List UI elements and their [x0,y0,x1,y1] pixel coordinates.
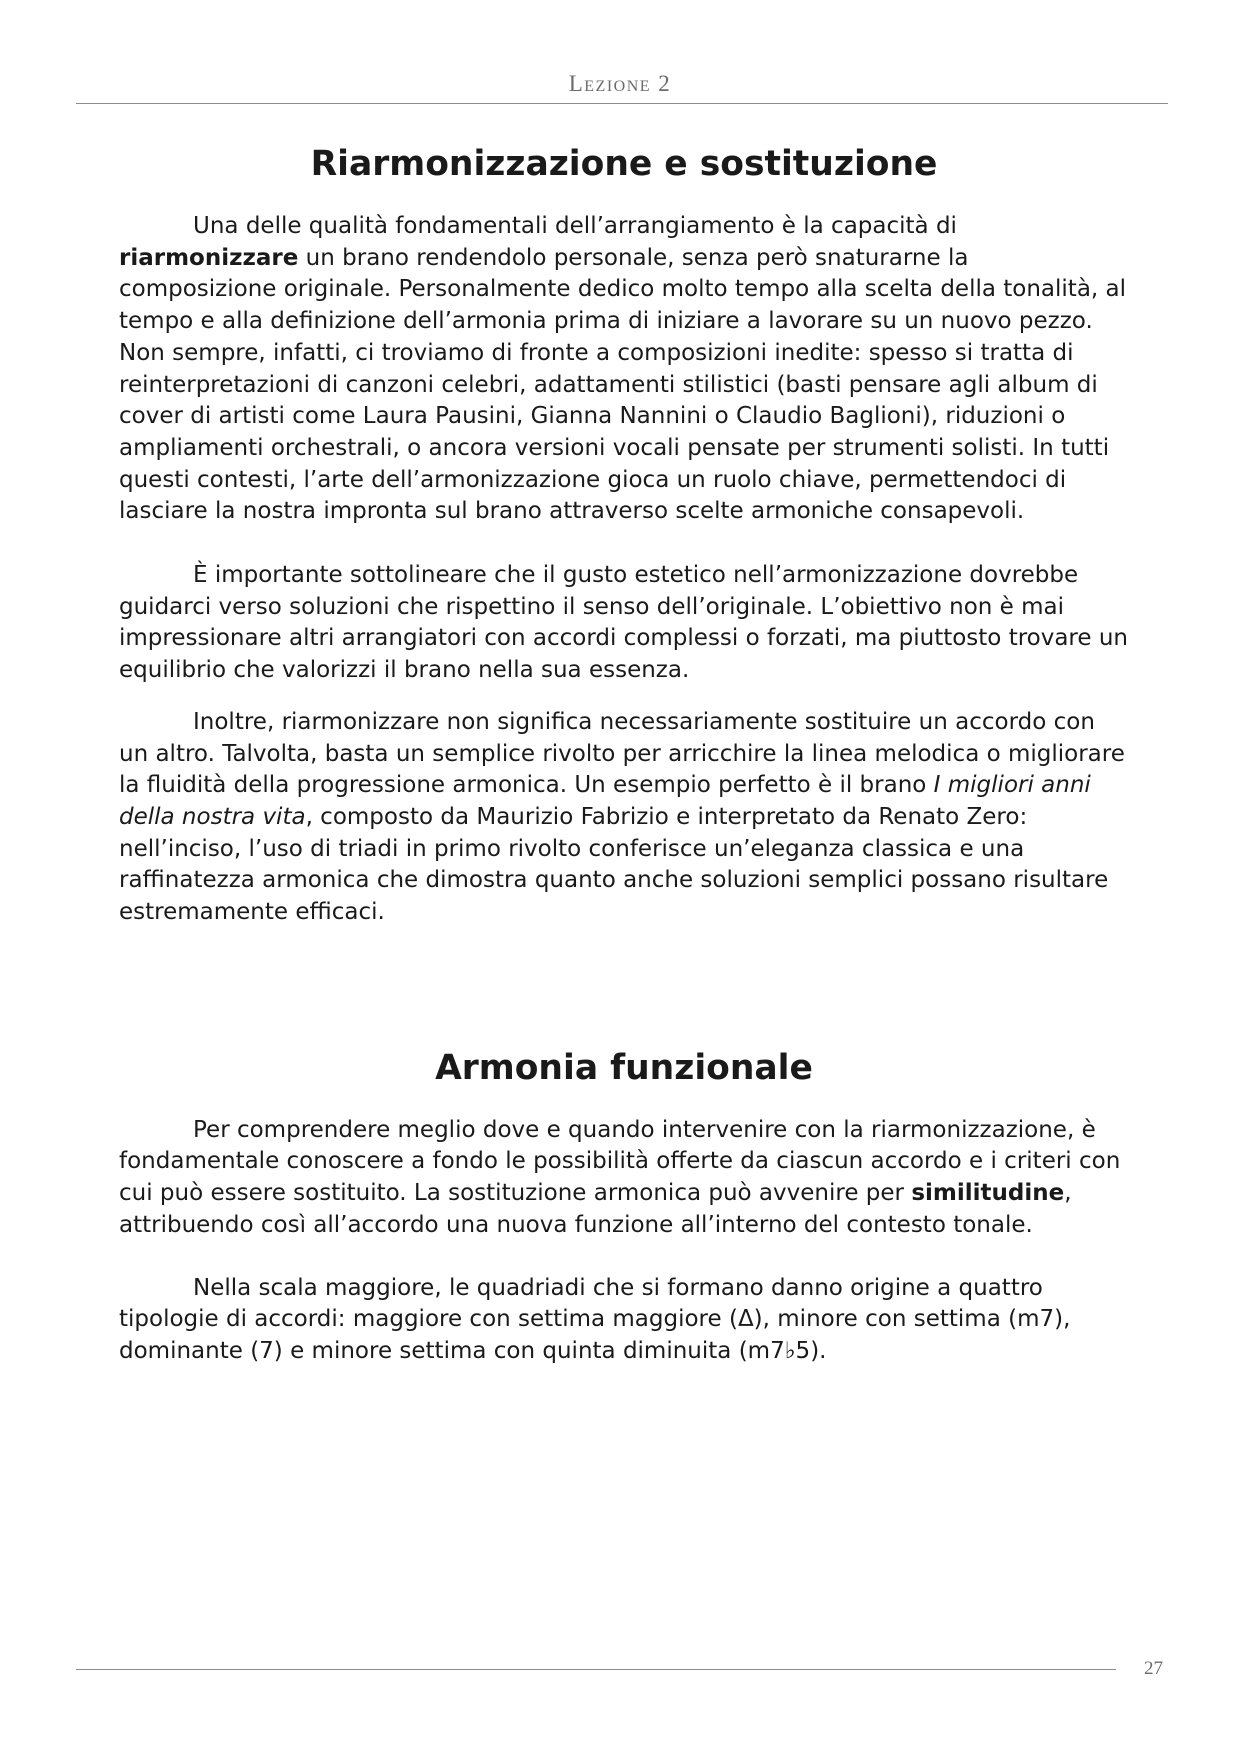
page-number: 27 [1144,1658,1163,1679]
paragraph-rivolto-example [119,707,1129,929]
paragraph-text: Inoltre, riarmonizzare non significa necessariamente sostituire un accordo con un altro. Talvolta, basta un semplice rivolto per arricchire la linea melodica o migliorare la fluidità della progressione armonica. Un esempio perfetto è il brano [119,708,1125,799]
footer-rule [76,1669,1116,1670]
song-title: I migliori anni della nostra vita [119,772,1091,830]
paragraph-riarmonizzare-intro [119,211,1129,528]
paragraph-text: Per comprendere meglio dove e quando intervenire con la riarmonizzazione, è fondamentale conoscere a fondo le possibilità offerte da ciascun accordo e i criteri con cui può essere sostituito. La sostituzione armonica può avvenire per [119,1116,1121,1207]
section-title-armonia-funzionale: Armonia funzionale [435,1047,813,1088]
paragraph-gusto-estetico: È importante sottolineare che il gusto estetico nell’armonizzazione dovrebbe guidarci verso soluzioni che rispettino il senso dell’originale. L’obiettivo non è mai impressionare altri arrangiatori con accordi complessi o forzati, ma piuttosto trovare un equilibrio che valorizzi il brano nella sua essenza. [119,562,1129,684]
section-title-riarmonizzazione: Riarmonizzazione e sostituzione [310,144,938,184]
paragraph-sostituzione [119,1115,1129,1242]
paragraph-text: Una delle qualità fondamentali dell’arrangiamento è la capacità di [193,213,957,239]
header-rule [76,103,1168,104]
paragraph-quadriadi: Nella scala maggiore, le quadriadi che si formano danno origine a quattro tipologie di accordi: maggiore con settima maggiore (Δ), minore con settima (m7), dominante (7) e minore settima con quinta diminuita (m7♭5). [119,1274,1071,1364]
bold-term-riarmonizzare: riarmonizzare [119,244,299,271]
paragraph-text: , composto da Maurizio Fabrizio e interpretato da Renato Zero: nell’inciso, l’uso di triadi in primo rivolto conferisce un’eleganza classica e una raffinatezza armonica che dimostra quanto anche soluzioni semplici possano risultare estremamente efficaci. [119,803,1109,926]
paragraph-text: , attribuendo così all’accordo una nuova funzione all’interno del contesto tonale. [119,1180,1072,1238]
page-body [119,144,1129,1368]
paragraph-text: un brano rendendolo personale, senza però snaturarne la composizione originale. Personalmente dedico molto tempo alla scelta della tonalità, al tempo e alla definizione dell’armonia prima di iniziare a lavorare su un nuovo pezzo. Non sempre, infatti, ci troviamo di fronte a composizioni inedite: spesso si tratta di reinterpretazioni di canzoni celebri, adattamenti stilistici (basti pensare agli album di cover di artisti come Laura Pausini, Gianna Nannini o Claudio Baglioni), riduzioni o ampliamenti orchestrali, o ancora versioni vocali pensate per strumenti solisti. In tutti questi contesti, l’arte dell’armonizzazione gioca un ruolo chiave, permettendoci di lasciare la nostra impronta sul brano attraverso scelte armoniche consapevoli. [119,244,1127,525]
bold-term-similitudine: similitudine [911,1180,1065,1207]
running-header-title: Lezione 2 [568,71,672,96]
